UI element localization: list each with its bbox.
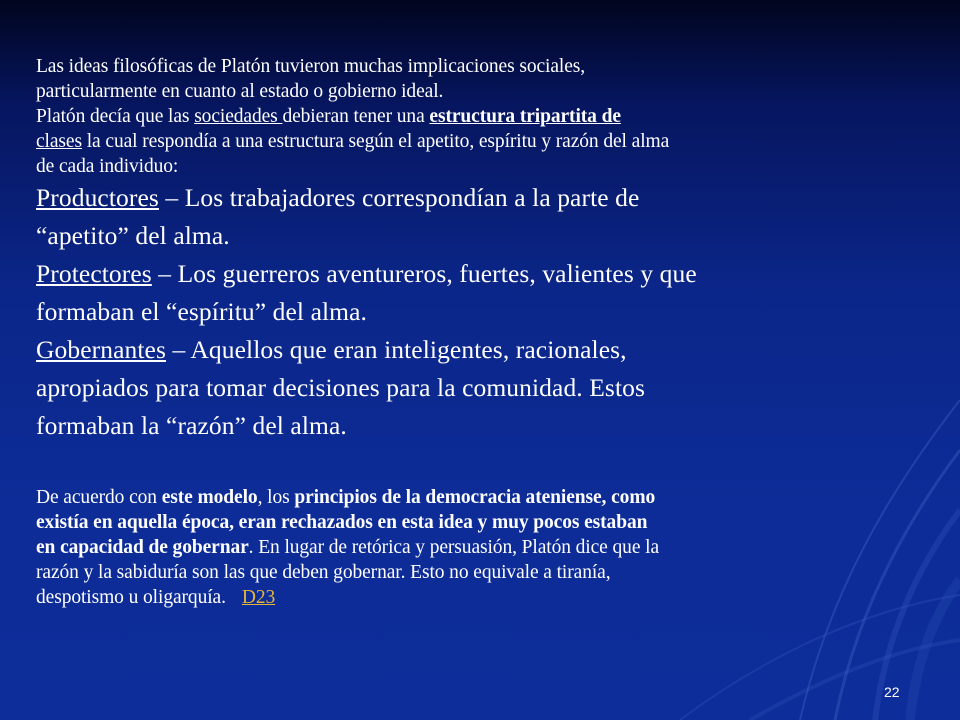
class-desc-line: apropiados para tomar decisiones para la comunidad. Estos (36, 373, 646, 402)
conclusion-bold: este modelo (161, 487, 258, 508)
class-desc-line: – Los guerreros aventureros, fuertes, valientes y que (151, 259, 697, 288)
tripartite-structure-term-b: clases (36, 131, 82, 152)
conclusion-bold: en capacidad de gobernar (36, 537, 249, 558)
class-term: Productores (36, 183, 159, 212)
p2-mid: debieran tener una (282, 106, 430, 127)
conclusion-bold: existía en aquella época, eran rechazados en esta idea y muy pocos estaban (36, 512, 648, 533)
slide-body (36, 54, 916, 610)
intro-line-1: Las ideas filosóficas de Platón tuvieron muchas implicaciones sociales, (36, 56, 586, 77)
p2-end-b: de cada individuo: (36, 156, 179, 177)
conclusion-text: razón y la sabiduría son las que deben gobernar. Esto no equivale a tiranía, (36, 562, 611, 583)
class-gobernantes (36, 331, 916, 445)
conclusion-paragraph (36, 485, 916, 610)
conclusion-text: despotismo u oligarquía. (36, 587, 226, 608)
d23-link[interactable]: D23 (241, 587, 276, 608)
conclusion-text: , los (257, 487, 295, 508)
page-number: 22 (884, 684, 900, 700)
intro-paragraph (36, 54, 916, 104)
sociedades-term: sociedades (194, 106, 283, 127)
class-desc-line: “apetito” del alma. (36, 221, 230, 250)
conclusion-text: . En lugar de retórica y persuasión, Platón dice que la (248, 537, 660, 558)
paragraph-spacer (36, 445, 916, 485)
tripartite-paragraph (36, 104, 916, 179)
class-desc-line: formaban la “razón” del alma. (36, 411, 347, 440)
p2-end-a: la cual respondía a una estructura según el apetito, espíritu y razón del alma (81, 131, 670, 152)
conclusion-bold: principios de la democracia ateniense, como (294, 487, 656, 508)
class-term: Gobernantes (36, 335, 166, 364)
class-desc-line: – Los trabajadores correspondían a la parte de (158, 183, 640, 212)
class-protectores (36, 255, 916, 331)
tripartite-structure-term-a: estructura tripartita de (429, 106, 621, 127)
intro-line-2: particularmente en cuanto al estado o gobierno ideal. (36, 81, 444, 102)
class-desc-line: formaban el “espíritu” del alma. (36, 297, 368, 326)
conclusion-text: De acuerdo con (36, 487, 162, 508)
p2-start: Platón decía que las (36, 106, 195, 127)
class-productores (36, 179, 916, 255)
class-term: Protectores (36, 259, 152, 288)
class-desc-line: – Aquellos que eran inteligentes, racionales, (165, 335, 627, 364)
